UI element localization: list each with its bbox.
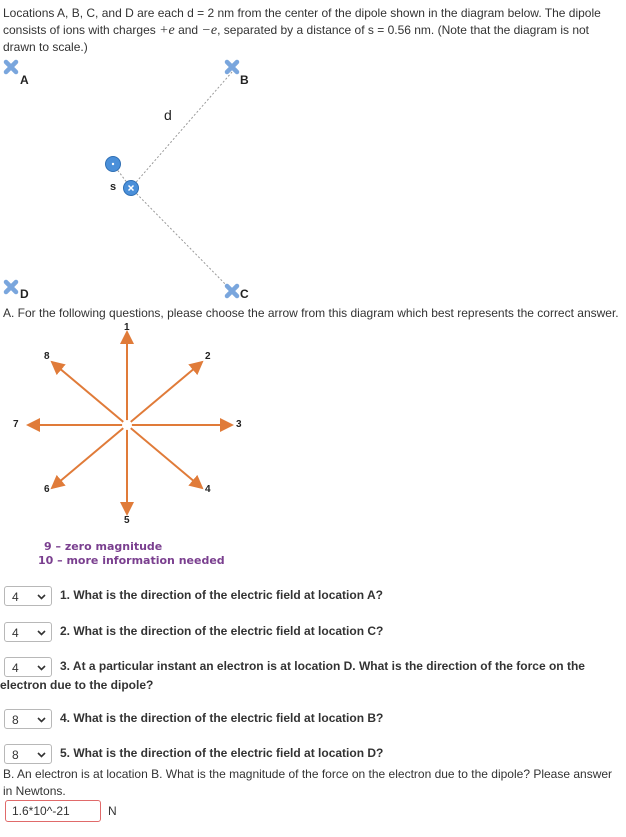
negative-ion bbox=[124, 181, 139, 196]
question-5 bbox=[0, 744, 626, 764]
question-5-select[interactable]: 8 bbox=[4, 744, 52, 764]
question-3 bbox=[0, 657, 626, 694]
intro-paragraph: Locations A, B, C, and D are each d = 2 nm from the center of the dipole shown in the diagram below. The dipole consists of ions with charges +e and −e, separated by a distance of s = 0.56 nm. (Note that the diagram is not drawn to scale.) bbox=[3, 6, 601, 54]
arrow-4 bbox=[127, 425, 202, 488]
arrow-number-2: 2 bbox=[205, 351, 211, 362]
dipole-diagram bbox=[0, 55, 252, 307]
question-1 bbox=[0, 586, 626, 606]
label-separation-s: s bbox=[110, 181, 117, 193]
question-3-text: 3. At a particular instant an electron is at location D. What is the direction of the force on the electron due to the dipole? bbox=[0, 659, 585, 692]
arrow-number-5: 5 bbox=[124, 515, 130, 526]
positive-charge: +e bbox=[159, 23, 175, 38]
question-1-select[interactable]: 4 bbox=[4, 586, 52, 606]
key-more-info: 10 – more information needed bbox=[38, 554, 225, 567]
arrow-8 bbox=[52, 362, 127, 425]
part-b-question: B. An electron is at location B. What is the magnitude of the force on the electron due to the dipole? Please answer in Newtons. bbox=[3, 767, 613, 798]
force-answer-input[interactable] bbox=[5, 800, 101, 822]
arrow-6 bbox=[52, 425, 127, 488]
chevron-down-icon bbox=[37, 715, 46, 724]
positive-ion bbox=[106, 157, 121, 172]
key-zero-magnitude: 9 – zero magnitude bbox=[44, 540, 163, 553]
question-1-text: 1. What is the direction of the electric field at location A? bbox=[60, 588, 383, 603]
unit-label: N bbox=[108, 804, 117, 818]
question-4-select[interactable]: 8 bbox=[4, 709, 52, 729]
label-distance-d: d bbox=[164, 107, 172, 123]
label-b: B bbox=[240, 73, 249, 87]
arrow-number-1: 1 bbox=[124, 322, 130, 333]
label-a: A bbox=[20, 73, 29, 87]
arrow-number-8: 8 bbox=[44, 351, 50, 362]
arrow-number-4: 4 bbox=[205, 484, 211, 495]
chevron-down-icon bbox=[37, 628, 46, 637]
arrow-number-6: 6 bbox=[44, 484, 50, 495]
label-d: D bbox=[20, 287, 29, 301]
negative-charge: −e bbox=[201, 23, 218, 38]
arrow-2 bbox=[127, 362, 202, 425]
arrow-number-7: 7 bbox=[13, 419, 19, 430]
question-4-text: 4. What is the direction of the electric field at location B? bbox=[60, 711, 384, 726]
question-4 bbox=[0, 709, 626, 729]
question-2-text: 2. What is the direction of the electric field at location C? bbox=[60, 624, 384, 639]
question-5-text: 5. What is the direction of the electric field at location D? bbox=[60, 746, 384, 761]
arrow-key-diagram bbox=[0, 322, 252, 572]
question-2 bbox=[0, 622, 626, 642]
chevron-down-icon bbox=[37, 750, 46, 759]
chevron-down-icon bbox=[37, 663, 46, 672]
chevron-down-icon bbox=[37, 592, 46, 601]
label-c: C bbox=[240, 287, 249, 301]
question-3-select[interactable]: 4 bbox=[4, 657, 52, 677]
part-a-instruction: A. For the following questions, please choose the arrow from this diagram which best represents the correct answer. bbox=[3, 306, 619, 320]
question-2-select[interactable]: 4 bbox=[4, 622, 52, 642]
arrow-number-3: 3 bbox=[236, 419, 242, 430]
